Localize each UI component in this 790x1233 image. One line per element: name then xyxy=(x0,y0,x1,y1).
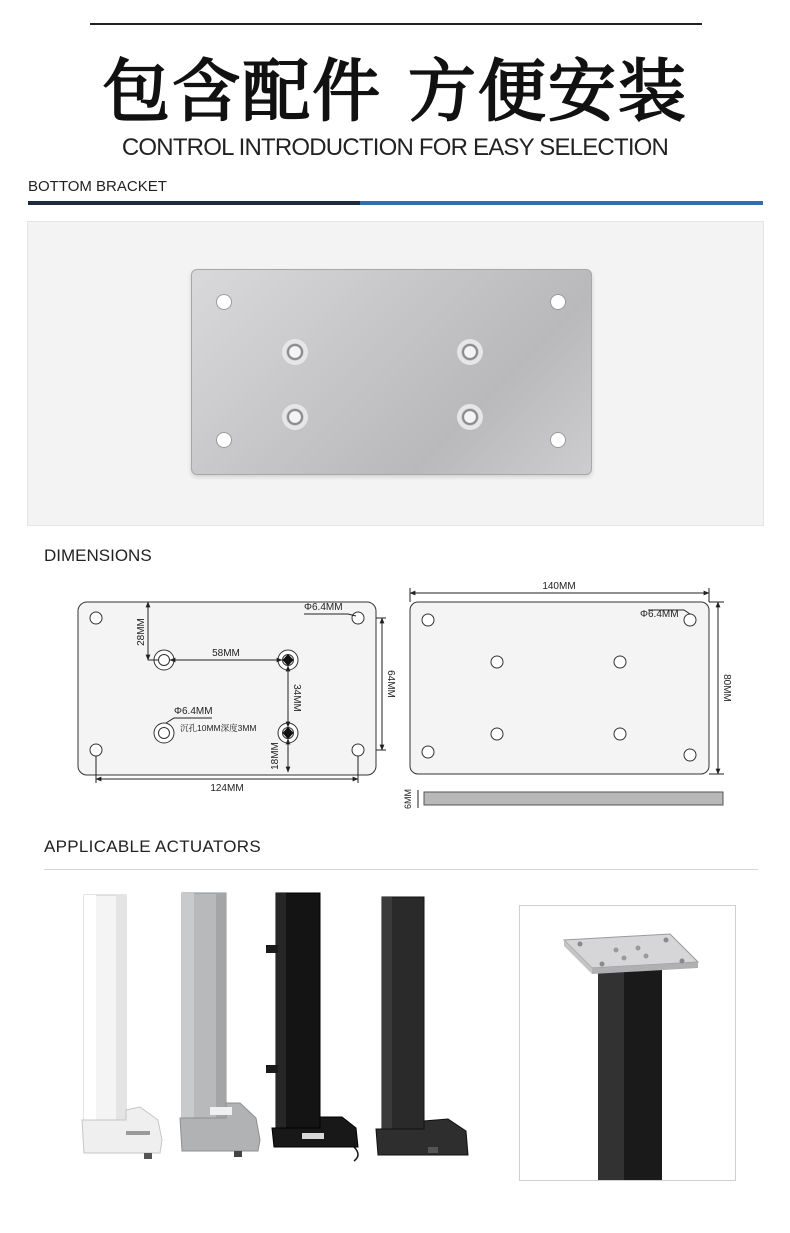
dim-58mm: 58MM xyxy=(212,648,240,659)
bracket-photo xyxy=(27,221,764,526)
section-bar-blue xyxy=(360,201,763,205)
plate-hole xyxy=(216,294,232,310)
mounting-plate-photo xyxy=(191,269,592,475)
dim-80mm: 80MM xyxy=(721,674,732,702)
dim-64mm: 64MM xyxy=(385,670,396,698)
plate-hole xyxy=(550,294,566,310)
top-divider xyxy=(90,23,702,25)
page-title: 包含配件 方便安装 xyxy=(102,53,688,132)
corner-hole xyxy=(684,749,696,761)
hole-diameter-label-right: Φ6.4MM xyxy=(640,609,679,620)
mounting-hole xyxy=(491,656,503,668)
plate-hole xyxy=(216,432,232,448)
dim-28mm: 28MM xyxy=(136,618,147,646)
dim-18mm: 18MM xyxy=(270,742,281,770)
dim-6mm: 6MM xyxy=(403,789,413,809)
actuator-lineup xyxy=(70,885,490,1175)
leg-with-plate-photo xyxy=(519,905,736,1181)
section-divider xyxy=(44,869,758,870)
countersunk-hole xyxy=(457,339,483,365)
section-label-bottom-bracket: BOTTOM BRACKET xyxy=(28,178,167,195)
csk-diameter-label: Φ6.4MM xyxy=(174,706,213,717)
dim-34mm: 34MM xyxy=(291,684,302,712)
corner-hole xyxy=(684,614,696,626)
section-label-actuators: APPLICABLE ACTUATORS xyxy=(44,837,261,856)
dim-140mm: 140MM xyxy=(542,581,576,592)
leg-with-plate-illustration xyxy=(520,906,736,1181)
mounting-hole xyxy=(614,656,626,668)
corner-hole xyxy=(352,744,364,756)
corner-hole xyxy=(90,612,102,624)
mounting-hole xyxy=(614,728,626,740)
page-subtitle: CONTROL INTRODUCTION FOR EASY SELECTION xyxy=(121,134,669,161)
dim-124mm: 124MM xyxy=(210,783,244,794)
dimension-drawings xyxy=(0,580,790,820)
corner-hole xyxy=(90,744,102,756)
silver-actuator-leg xyxy=(180,893,260,1157)
csk-note: 沉孔10MM深度3MM xyxy=(180,723,257,733)
corner-hole xyxy=(352,612,364,624)
countersunk-hole xyxy=(282,339,308,365)
dark-actuator-leg xyxy=(376,897,468,1155)
plate-outline-left xyxy=(78,602,376,775)
hole-diameter-label-left: Φ6.4MM xyxy=(304,602,343,613)
section-label-dimensions: DIMENSIONS xyxy=(44,546,152,565)
plate-outline-right xyxy=(410,602,709,774)
white-actuator-leg xyxy=(82,895,162,1159)
plate-side-view xyxy=(424,792,723,805)
corner-hole xyxy=(422,746,434,758)
black-actuator-leg xyxy=(266,893,358,1161)
section-bar-dark xyxy=(28,201,360,205)
countersunk-hole xyxy=(457,404,483,430)
plate-hole xyxy=(550,432,566,448)
countersunk-hole xyxy=(282,404,308,430)
corner-hole xyxy=(422,614,434,626)
mounting-hole xyxy=(491,728,503,740)
